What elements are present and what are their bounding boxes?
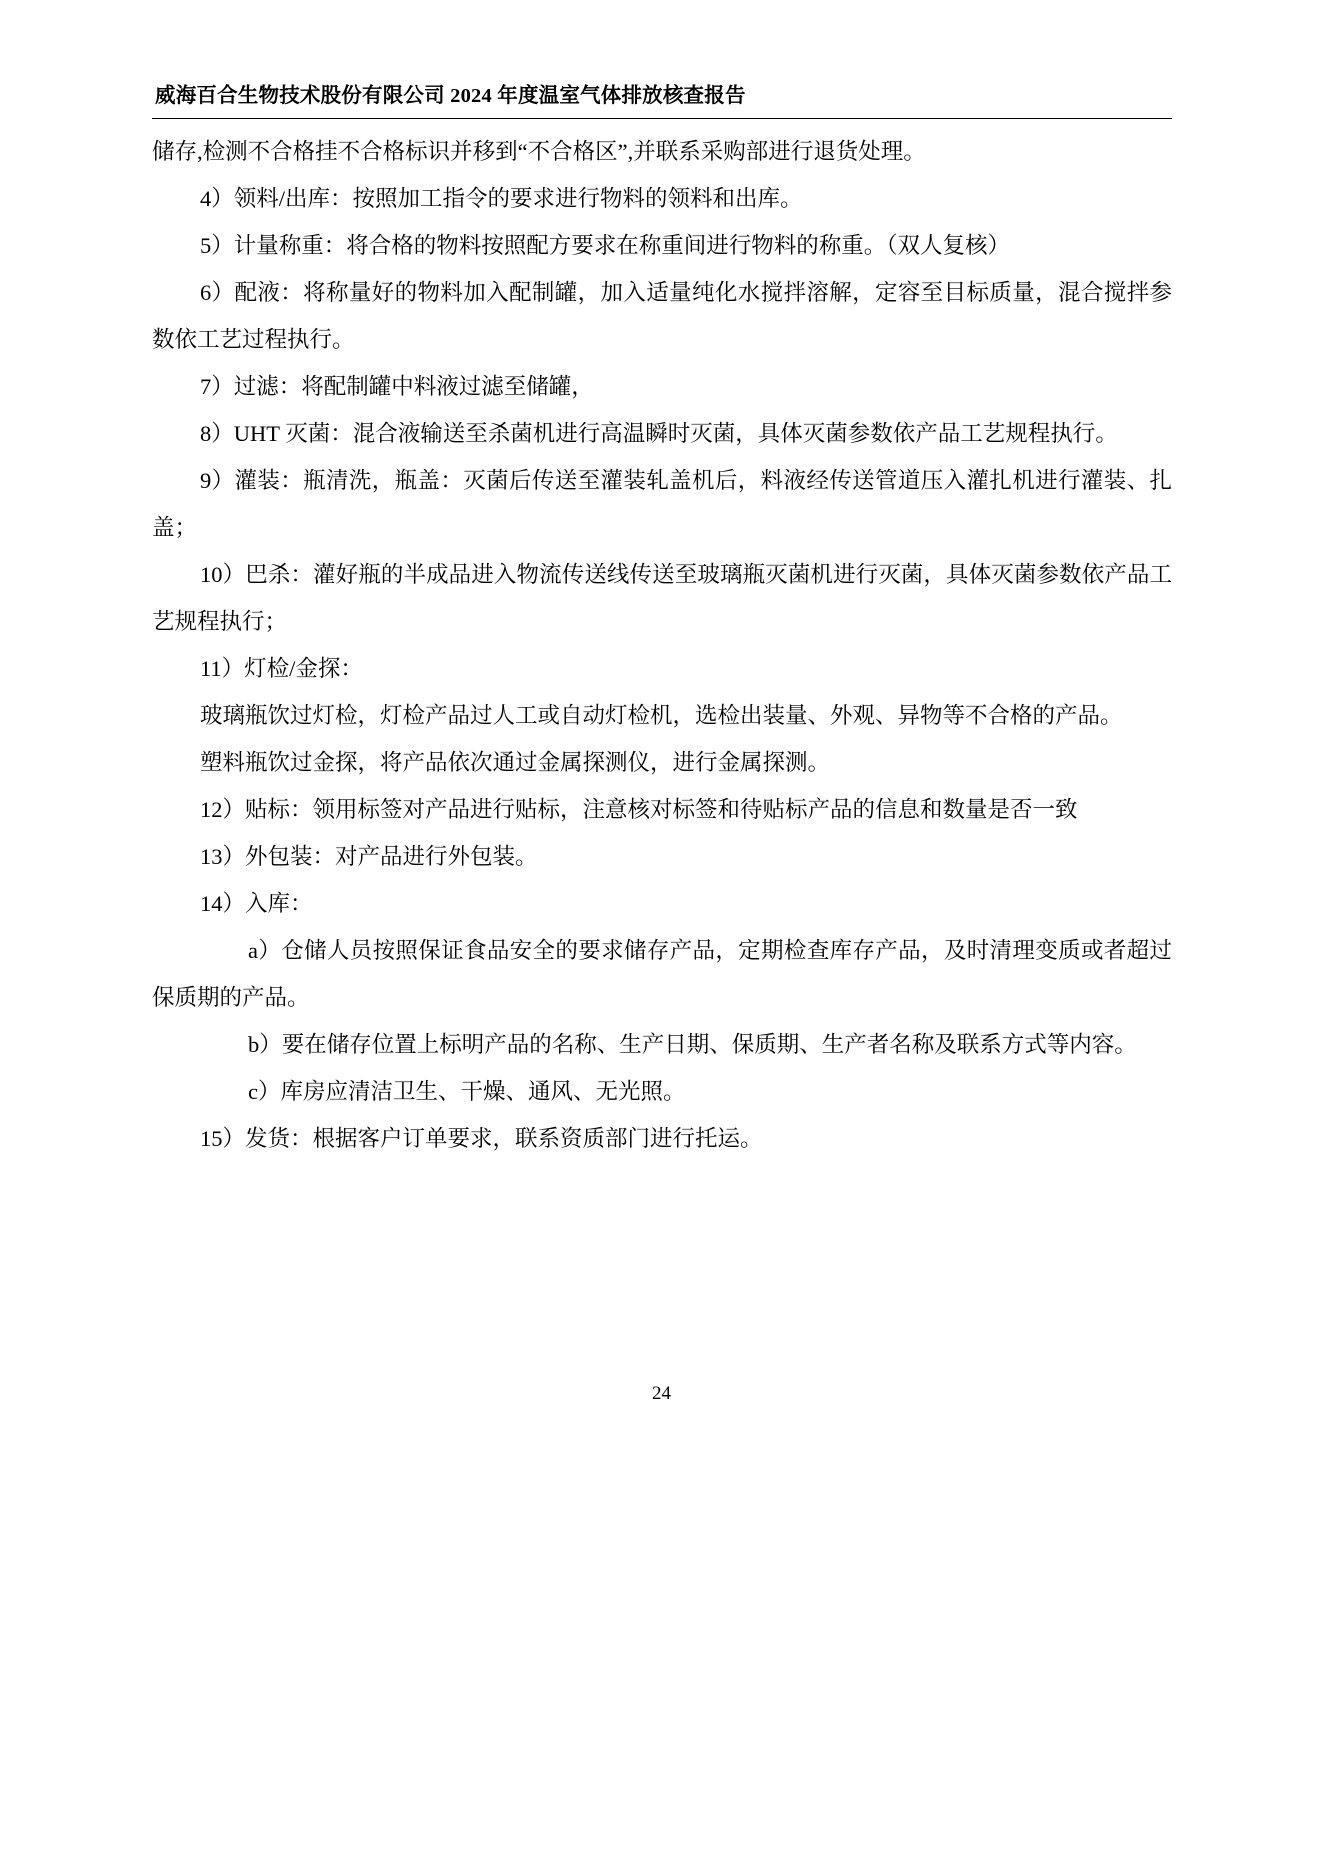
paragraph: 7）过滤：将配制罐中料液过滤至储罐， bbox=[200, 374, 594, 399]
document-body bbox=[152, 128, 1172, 1162]
paragraph: 13）外包装：对产品进行外包装。 bbox=[200, 844, 538, 869]
paragraph: 6）配液：将称量好的物料加入配制罐，加入适量纯化水搅拌溶解，定容至目标质量，混合搅拌参数依工艺过程执行。 bbox=[152, 280, 1172, 352]
paragraph: 塑料瓶饮过金探，将产品依次通过金属探测仪，进行金属探测。 bbox=[200, 750, 831, 775]
paragraph: 15）发货：根据客户订单要求，联系资质部门进行托运。 bbox=[200, 1126, 763, 1151]
page-number: 24 bbox=[652, 1383, 671, 1404]
paragraph: 储存,检测不合格挂不合格标识并移到“不合格区”,并联系采购部进行退货处理。 bbox=[152, 139, 926, 164]
paragraph: 4）领料/出库：按照加工指令的要求进行物料的领料和出库。 bbox=[200, 186, 803, 211]
paragraph: 14）入库： bbox=[200, 891, 313, 916]
paragraph: 10）巴杀：灌好瓶的半成品进入物流传送线传送至玻璃瓶灭菌机进行灭菌，具体灭菌参数依产品工艺规程执行； bbox=[152, 562, 1172, 634]
paragraph: 5）计量称重：将合格的物料按照配方要求在称重间进行物料的称重。（双人复核） bbox=[200, 233, 1011, 258]
paragraph: 12）贴标：领用标签对产品进行贴标，注意核对标签和待贴标产品的信息和数量是否一致 bbox=[200, 797, 1078, 822]
header-divider bbox=[152, 118, 1172, 119]
paragraph: 8）UHT 灭菌：混合液输送至杀菌机进行高温瞬时灭菌，具体灭菌参数依产品工艺规程执行。 bbox=[200, 421, 1118, 446]
paragraph: a）仓储人员按照保证食品安全的要求储存产品，定期检查库存产品，及时清理变质或者超过保质期的产品。 bbox=[152, 938, 1172, 1010]
paragraph: 9）灌装：瓶清洗，瓶盖：灭菌后传送至灌装轧盖机后，料液经传送管道压入灌扎机进行灌装、扎盖； bbox=[152, 468, 1172, 540]
paragraph: 11）灯检/金探： bbox=[200, 656, 363, 681]
page-header: 威海百合生物技术股份有限公司 2024 年度温室气体排放核查报告 bbox=[155, 85, 746, 107]
paragraph: 玻璃瓶饮过灯检，灯检产品过人工或自动灯检机，选检出装量、外观、异物等不合格的产品。 bbox=[200, 703, 1123, 728]
paragraph: b）要在储存位置上标明产品的名称、生产日期、保质期、生产者名称及联系方式等内容。 bbox=[248, 1032, 1137, 1057]
paragraph: c）库房应清洁卫生、干燥、通风、无光照。 bbox=[248, 1079, 686, 1104]
